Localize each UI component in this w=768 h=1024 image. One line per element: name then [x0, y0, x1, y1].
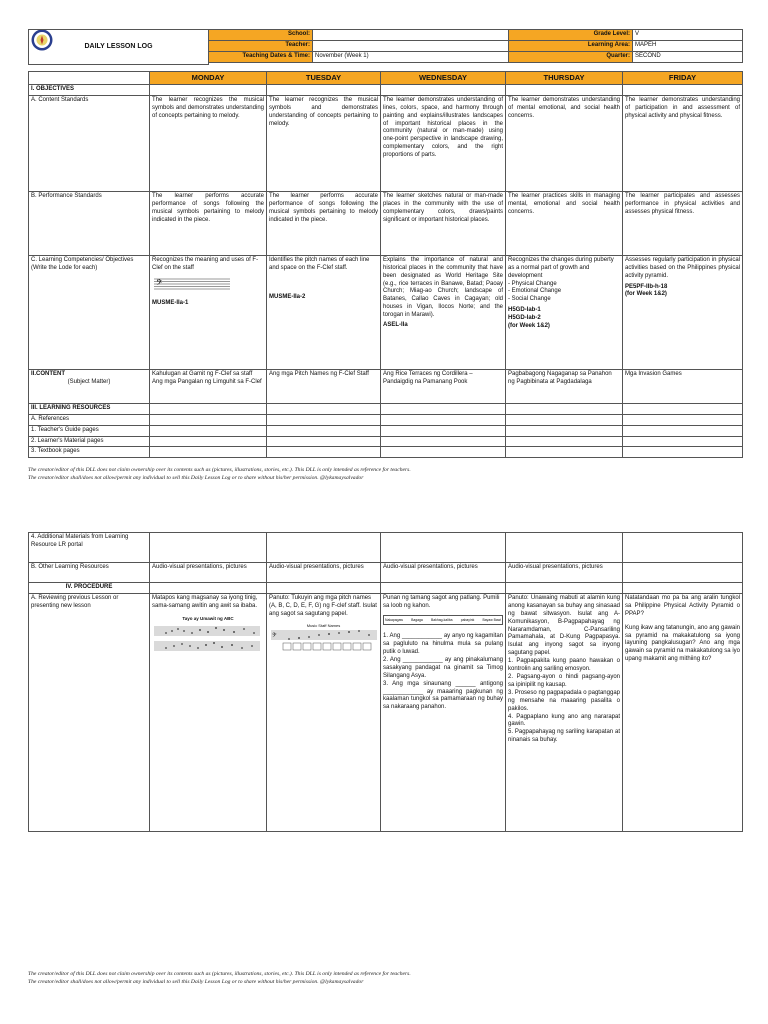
- thursday-item: 4. Pagpaplano kung ano ang nararapat gawin.: [508, 713, 620, 728]
- day-wednesday: WEDNESDAY: [381, 72, 506, 85]
- competency-thursday-text: Recognizes the changes during puberty as a normal part of growth and development: [508, 256, 614, 279]
- reviewing-monday: [150, 593, 267, 831]
- competency-thursday-code: (for Week 1&2): [508, 323, 550, 330]
- competency-friday: [623, 255, 743, 369]
- competency-wednesday-code: ASEL-IIa: [383, 322, 408, 329]
- other-resources-thursday: Audio-visual presentations, pictures: [506, 563, 623, 583]
- disclaimer-line-2: The creator/editor shall/does not allow/permit any individual to sell this Daily Lesson Log or to share without his/her permission. @lykamaysalvador: [28, 475, 364, 481]
- competency-wednesday: [381, 255, 506, 369]
- word-choice: Bakhag-kaliba: [431, 617, 453, 622]
- performance-standard-tuesday: The learner performs accurate performance of songs following the musical symbols pertaining to melody indicated in the piece.: [267, 191, 381, 255]
- word-choice: Bagaga: [411, 617, 423, 622]
- svg-text:𝄢: 𝄢: [156, 278, 163, 290]
- word-choice: Nakapagaw: [385, 617, 403, 622]
- dll-title: DAILY LESSON LOG: [29, 30, 209, 65]
- competency-thursday: [506, 255, 623, 369]
- word-choice: pabayink: [460, 617, 475, 622]
- dll-header-table: [28, 29, 743, 65]
- wednesday-item: 1. Ang ____________ ay anyo ng kagamitan sa pagluluto na hinulma mula sa pulang putik o luwad.: [383, 633, 503, 656]
- content-tuesday: Ang mga Pitch Names ng F-Clef Staff: [267, 369, 381, 403]
- learning-resources-heading: III. LEARNING RESOURCES: [29, 403, 150, 414]
- disclaimer-line-1: The creator/editor of this DLL does not claim ownership over its contents such as (pictures, illustrations, stories, etc.). This DLL is only intended as reference for teachers.: [28, 467, 411, 473]
- content-wednesday: Ang Rice Terraces ng Cordillera – Pandaigdig na Pamanang Pook: [381, 369, 506, 403]
- grade-level-label: Grade Level:: [509, 30, 633, 41]
- f-clef-staff-icon: [152, 276, 232, 292]
- teaching-dates-label: Teaching Dates & Time:: [209, 51, 313, 62]
- thursday-item: 3. Proseso ng pagpapadala o pagtanggap ng mensahe na maaaring pasalita o pakilos.: [508, 689, 620, 712]
- reviewing-tuesday-text: Panuto: Tukuyin ang mga pitch names (A, B, C, D, E, F, G) ng F-clef staff. Isulat ang sagot sa sagutang papel.: [269, 594, 377, 617]
- reviewing-thursday: [506, 593, 623, 831]
- day-thursday: THURSDAY: [506, 72, 623, 85]
- performance-standard-thursday: The learner practices skills in managing mental, emotional and social health concerns.: [506, 191, 623, 255]
- teacher-label: Teacher:: [209, 40, 313, 51]
- competency-tuesday-code: MUSME-IIa-2: [269, 293, 306, 300]
- additional-materials-label: 4. Additional Materials from Learning Resource LR portal: [29, 533, 150, 563]
- wednesday-item: 3. Ang mga sinaunang ______ antigong ____________ ay maaaring pagkunan ng kaalaman tungkol sa pamamaraan ng buhay sa nakaraang panahon.: [383, 680, 503, 711]
- music-staff-title: Music Staff Names: [306, 622, 341, 628]
- word-choices-box: [383, 615, 503, 625]
- pitch-names-staff-icon: [269, 629, 379, 653]
- content-subheading: (Subject Matter): [67, 378, 111, 385]
- teacher-value: [313, 40, 509, 51]
- content-row: [29, 369, 743, 403]
- content-friday: Mga Invasion Games: [623, 369, 743, 403]
- reviewing-label: A. Reviewing previous Lesson or presenting new lesson: [29, 593, 150, 831]
- other-resources-row: [29, 563, 743, 583]
- competency-friday-code: (for Week 1&2): [625, 291, 667, 298]
- content-standards-row: [29, 95, 743, 191]
- disclaimer-line-1-page-2: The creator/editor of this DLL does not claim ownership over its contents such as (pictures, illustrations, stories, etc.). This DLL is only intended as reference for teachers.: [28, 971, 411, 977]
- thursday-item: 2. Pagsang-ayon o hindi pagsang-ayon sa ipinipilit ng kausap.: [508, 673, 620, 688]
- song-sheet-music-icon: [152, 624, 262, 654]
- content-thursday: Pagbabagong Nagaganap sa Panahon ng Pagbibinata at Pagdadalaga: [506, 369, 623, 403]
- quarter-value: SECOND: [633, 51, 743, 62]
- competency-thursday-item: - Emotional Change: [508, 288, 562, 295]
- content-heading: II.CONTENT: [31, 370, 65, 377]
- content-standard-friday: The learner demonstrates understanding of participation in and assessment of physical activity and physical fitness.: [623, 95, 743, 191]
- thursday-item: 1. Pagpapakita kung paano hawakan o kontrolin ang sariling emosyon.: [508, 658, 620, 673]
- performance-standard-monday: The learner performs accurate performance of songs following the musical symbols pertaining to melody indicated in the piece.: [150, 191, 267, 255]
- other-resources-tuesday: Audio-visual presentations, pictures: [267, 563, 381, 583]
- competency-monday-text: Recognizes the meaning and uses of F-Clef on the staff: [152, 256, 259, 271]
- content-standards-label: A. Content Standards: [29, 95, 150, 191]
- references-label: A. References: [29, 414, 150, 425]
- competencies-label: C. Learning Competencies/ Objectives (Write the Lode for each): [29, 255, 150, 369]
- competency-monday-code: MUSME-IIa-1: [152, 299, 189, 306]
- reviewing-friday: [623, 593, 743, 831]
- reviewing-friday-text-2: Kung ikaw ang tatanungin, ano ang gawain sa pyramid na makakatulong sa iyong layuning pangkalusugan? Ano ang mga gawain sa pyramid na makakatulong sa iyo upang makamit ang mithiing ito?: [625, 624, 740, 663]
- svg-text:𝄢: 𝄢: [272, 631, 277, 640]
- reviewing-wednesday-text: Punan ng tamang sagot ang patlang. Pumili sa loob ng kahon.: [383, 594, 500, 609]
- competency-thursday-code: H5GD-Iab-2: [508, 315, 541, 322]
- day-friday: FRIDAY: [623, 72, 743, 85]
- reviewing-monday-text: Matapos kang magsanay sa iyong tinig, sama-samang awitin ang awit sa ibaba.: [152, 594, 258, 609]
- reviewing-thursday-text: Panuto: Unawaing mabuti at alamin kung anong kasanayan sa buhay ang sinasaad ng bawat sitwasyon. Isulat ang A-Komunikasyon, B-Pagpapahayag ng Nararamdaman, C-Pansariling Pamamahala, at D-Kung Pagpapasya. Isulat ang inyong sagot sa inyong sagutang papel.: [508, 594, 620, 657]
- quarter-label: Quarter:: [509, 51, 633, 62]
- objectives-heading: I. OBJECTIVES: [29, 84, 150, 95]
- wednesday-item: 2. Ang ____________ ay ang pinakalumang sasakyang pandagat na ginamit sa Timog Silangang Asya.: [383, 656, 503, 679]
- reviewing-wednesday: [381, 593, 506, 831]
- competency-tuesday: [267, 255, 381, 369]
- school-label: School:: [209, 30, 313, 41]
- word-choice: Bayaw Bawi: [482, 617, 501, 622]
- other-resources-monday: Audio-visual presentations, pictures: [150, 563, 267, 583]
- reviewing-friday-text: Natatandaan mo pa ba ang aralin tungkol sa Philippine Physical Activity Pyramid o PPAP?: [625, 594, 740, 617]
- day-header-row: [29, 72, 743, 85]
- disclaimer-line-2-page-2: The creator/editor shall/does not allow/permit any individual to sell this Daily Lesson Log or to share without his/her permission. @lykamaysalvador: [28, 979, 364, 985]
- content-monday: Kahulugan at Gamit ng F-Clef sa staff Ang mga Pangalan ng Limguhit sa F-Clef: [150, 369, 267, 403]
- reviewing-row: [29, 593, 743, 831]
- competencies-row: [29, 255, 743, 369]
- competency-thursday-item: - Social Change: [508, 296, 551, 303]
- school-value: [313, 30, 509, 41]
- grade-level-value: V: [633, 30, 743, 41]
- other-resources-label: B. Other Learning Resources: [29, 563, 150, 583]
- performance-standard-wednesday: The learner sketches natural or man-made places in the community with the use of complementary colors, draws/paints significant or important historical places.: [381, 191, 506, 255]
- reviewing-tuesday: [267, 593, 381, 831]
- content-standard-tuesday: The learner recognizes the musical symbols and demonstrates understanding of concepts pertaining to melody.: [267, 95, 381, 191]
- other-resources-wednesday: Audio-visual presentations, pictures: [381, 563, 506, 583]
- performance-standard-friday: The learner participates and assesses performance in physical activities and assesses physical fitness.: [623, 191, 743, 255]
- other-resources-friday: [623, 563, 743, 583]
- day-tuesday: TUESDAY: [267, 72, 381, 85]
- learning-area-value: MAPEH: [633, 40, 743, 51]
- content-standard-thursday: The learner demonstrates understanding of mental emotional, and social health concerns.: [506, 95, 623, 191]
- learners-material-label: 2. Learner's Material pages: [29, 436, 150, 447]
- song-title: Tayo ay Umawit ng ABC: [182, 615, 234, 621]
- performance-standards-label: B. Performance Standards: [29, 191, 150, 255]
- competency-friday-text: Assesses regularly participation in physical activities based on the Philippines physical activity pyramid.: [625, 256, 740, 279]
- procedure-heading: IV. PROCEDURE: [29, 583, 150, 594]
- competency-monday: [150, 255, 267, 369]
- competency-thursday-item: - Physical Change: [508, 280, 557, 287]
- day-monday: MONDAY: [150, 72, 267, 85]
- teachers-guide-label: 1. Teacher's Guide pages: [29, 425, 150, 436]
- competency-thursday-code: H5GD-Iab-1: [508, 307, 541, 314]
- competency-friday-code: PE5PF-IIb-h-18: [625, 283, 668, 290]
- content-standard-wednesday: The learner demonstrates understanding of lines, colors, space, and harmony through painting and explains/illustrates landscapes of important historical places in the community (natural or man-made) using one-point perspective in landscape drawing, complementary colors, and the right proportions of parts.: [381, 95, 506, 191]
- content-standard-monday: The learner recognizes the musical symbols and demonstrates understanding of concepts pertaining to melody.: [150, 95, 267, 191]
- competency-tuesday-text: Identifies the pitch names of each line and space on the F-Clef staff.: [269, 256, 370, 271]
- competency-wednesday-text: Explains the importance of natural and historical places in the community that have been designated as World Heritage Site (e.g., rice terraces in Banawe, Batad; Paoay Church; Miag-ao Church; landscape of Batanes, Callao Caves in Cagayan; old houses in Vigan, Ilocos Norte; and the torogan in Marawi).: [383, 256, 503, 319]
- textbook-pages-label: 3. Textbook pages: [29, 447, 150, 458]
- thursday-item: 5. Pagpapahayag ng sariling karapatan at ninanais sa buhay.: [508, 729, 620, 744]
- teaching-dates-value: November (Week 1): [313, 51, 509, 62]
- content-label: [29, 369, 150, 403]
- performance-standards-row: [29, 191, 743, 255]
- learning-area-label: Learning Area:: [509, 40, 633, 51]
- dll-main-table-page-2: [28, 532, 743, 832]
- dll-main-table-page-1: [28, 71, 743, 458]
